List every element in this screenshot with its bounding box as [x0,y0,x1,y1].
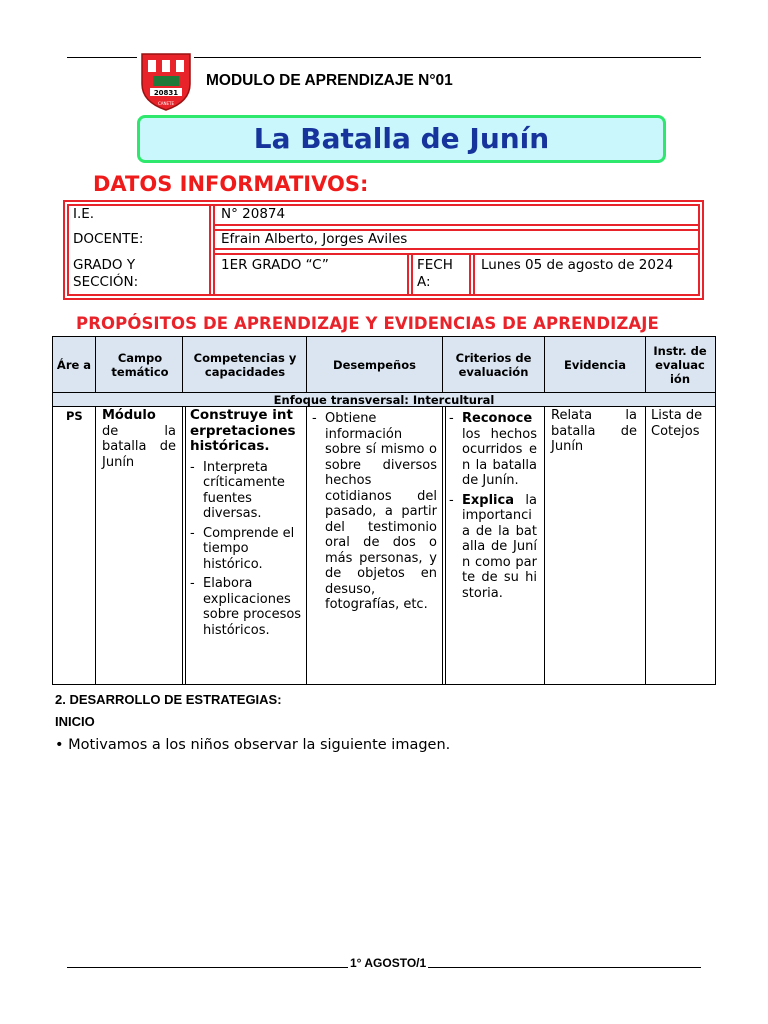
instrumento-value: Lista de Cotejos [651,408,703,439]
criterio-text: la importancia de la batalla de Junín como parte de su historia. [462,492,537,601]
header-desempenos: Desempeños [333,357,416,372]
criterio-text: los hechos ocurridos en la batalla de Junín. [462,426,537,488]
school-crest-logo [138,50,194,112]
datos-col-divider [473,253,475,294]
table-border [442,406,443,684]
inicio-bullet [55,737,450,753]
criterios-cell [449,411,537,605]
datos-col-divider [213,204,215,294]
datos-row-divider [213,224,698,226]
header-rule-right [194,57,701,58]
campo-bold: Módulo [102,408,156,423]
datos-col-divider [469,253,471,294]
page-title: La Batalla de Junín [253,122,550,155]
svg-text:20831: 20831 [153,89,179,97]
enfoque-transversal: Enfoque transversal: Intercultural [273,392,495,407]
capacidad-item: - Comprende el tiempo histórico. [190,526,302,573]
desarrollo-heading: 2. DESARROLLO DE ESTRATEGIAS: [55,692,282,707]
table-border [95,336,96,392]
evidencia-value: Relata la batalla de Junín [551,408,637,454]
propositos-table [52,336,716,685]
datos-col-divider [411,253,413,294]
fecha-label: FECH A: [417,257,453,290]
svg-text:CANETE: CANETE [157,101,175,106]
table-border [645,336,646,392]
header-rule-left [67,57,137,58]
fecha-value: Lunes 05 de agosto de 2024 [481,257,674,273]
datos-row-divider [213,248,698,250]
criterio-verb: Reconoce [462,411,533,426]
docente-label: DOCENTE: [73,231,144,247]
criterio-verb: Explica [462,492,514,508]
title-banner [137,115,666,163]
bullet-text: Motivamos a los niños observar la siguiente imagen. [68,737,451,753]
competencias-cell [190,408,302,642]
table-border [95,406,96,684]
grado-label: GRADO Y SECCIÓN: [73,257,139,290]
grado-value: 1ER GRADO “C” [221,257,329,273]
header-campo: Campo temático [111,350,169,379]
docente-value: Efrain Alberto, Jorges Aviles [221,231,408,247]
datos-heading: DATOS INFORMATIVOS: [93,172,369,196]
module-title: MODULO DE APRENDIZAJE N°01 [206,72,453,89]
campo-text: de la batalla de Junín [102,423,176,470]
table-border [442,336,443,392]
capacidad-item: - Interpreta críticamente fuentes diversas. [190,460,302,522]
inicio-heading: INICIO [55,714,95,729]
header-evidencia: Evidencia [563,357,627,372]
table-border [715,336,716,685]
desempeno-cell [312,411,437,617]
table-border [306,406,307,684]
header-area: Áre a [56,357,92,372]
capacidad-item: - Elabora explicaciones sobre procesos históricos. [190,576,302,638]
table-border [645,406,646,684]
table-border [182,406,183,684]
header-instrumento: Instr. de evaluac ión [653,343,707,386]
table-border [52,684,716,685]
campo-cell [102,408,176,470]
datos-col-divider [209,204,211,294]
header-criterios: Criterios de evaluación [455,350,532,379]
ie-label: I.E. [73,206,95,222]
table-border [544,406,545,684]
datos-col-divider [407,253,409,294]
desempeno-text: - Obtiene información sobre sí mismo o sobre diversos hechos cotidianos del pasado, a partir del testimonio oral de dos o más personas, y de objetos en desuso, fotografías, etc. [312,411,437,613]
criterio-item [449,411,537,489]
propositos-heading: PROPÓSITOS DE APRENDIZAJE Y EVIDENCIAS DE APRENDIZAJE [76,314,659,333]
datos-row-divider [213,253,698,255]
criterio-item [449,493,537,602]
table-border [445,406,446,684]
table-border [185,406,186,684]
competencia-title: Construye interpretaciones históricas. [190,407,296,454]
header-competencias: Competencias y capacidades [193,350,297,379]
footer-text: 1° AGOSTO/1 [350,956,427,970]
ie-value: N° 20874 [221,206,286,222]
bullet-dot-icon: • [55,737,64,753]
table-border [182,336,183,392]
area-value: PS [66,409,83,423]
